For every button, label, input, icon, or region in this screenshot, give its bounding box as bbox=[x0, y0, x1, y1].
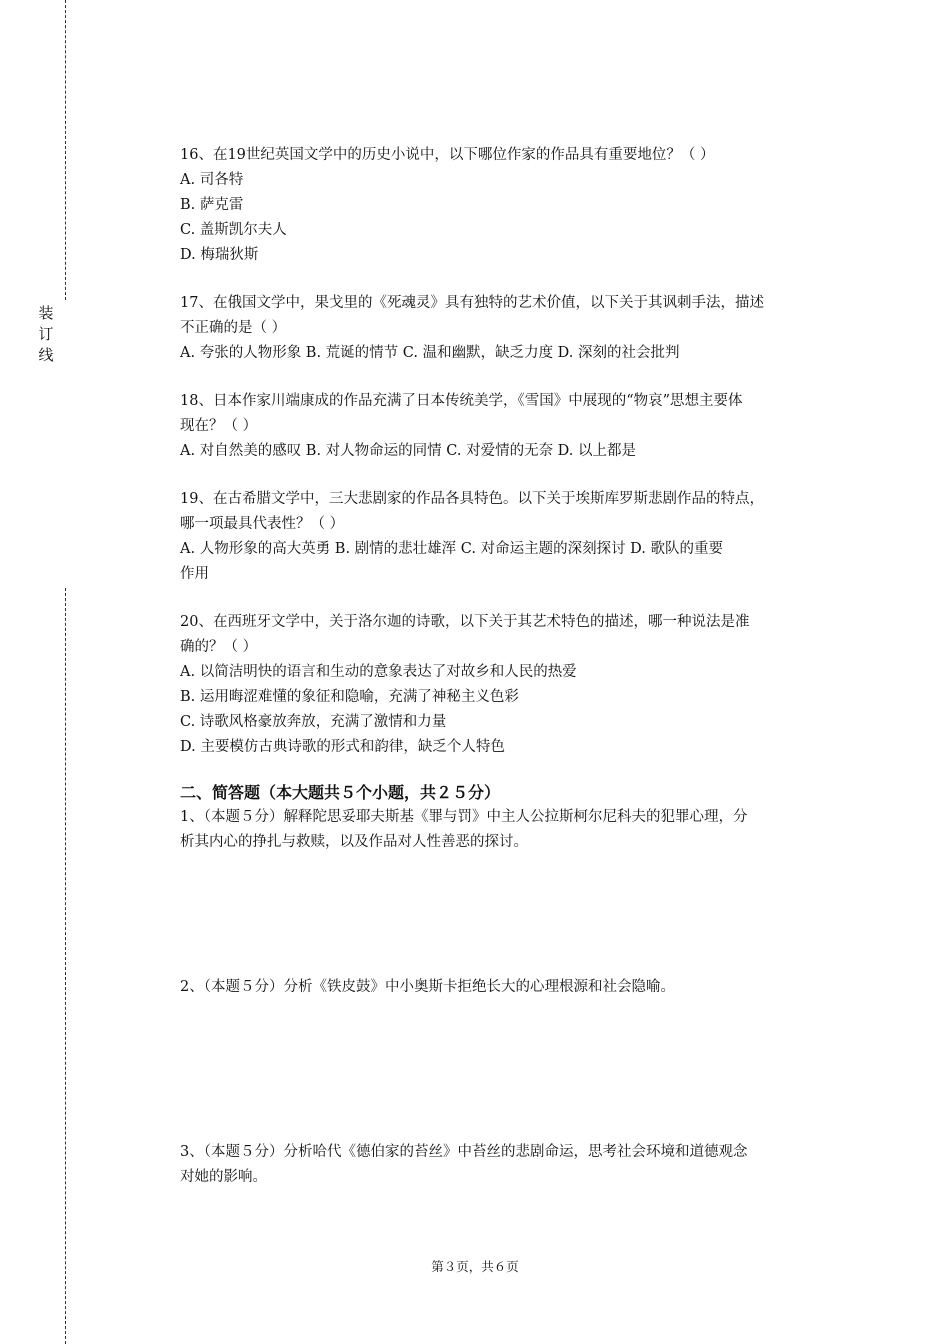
page-content bbox=[180, 143, 850, 1190]
question-19 bbox=[180, 487, 850, 587]
option-c: C. 盖斯凯尔夫人 bbox=[180, 222, 287, 238]
short-answer-text: 2、（本题５分）分析《铁皮鼓》中小奥斯卡拒绝长大的心理根源和社会隐喻。 bbox=[180, 979, 675, 995]
question-17 bbox=[180, 291, 850, 366]
short-answer-text: 对她的影响。 bbox=[180, 1169, 267, 1185]
option-c: C. 诗歌风格豪放奔放，充满了激情和力量 bbox=[180, 714, 447, 730]
question-stem: 确的？（ ） bbox=[180, 639, 258, 655]
question-18 bbox=[180, 389, 850, 464]
short-answer-3 bbox=[180, 1140, 850, 1190]
option-b: B. 萨克雷 bbox=[180, 197, 244, 213]
question-stem: 16、在19世纪英国文学中的历史小说中，以下哪位作家的作品具有重要地位？（ ） bbox=[180, 147, 715, 163]
short-answer-text: 1、（本题５分）解释陀思妥耶夫斯基《罪与罚》中主人公拉斯柯尔尼科夫的犯罪心理，分 bbox=[180, 809, 748, 825]
short-answer-2 bbox=[180, 975, 850, 1140]
options-line: A. 夸张的人物形象 B. 荒诞的情节 C. 温和幽默，缺乏力度 D. 深刻的社会批判 bbox=[180, 345, 680, 361]
option-d: D. 梅瑞狄斯 bbox=[180, 247, 259, 263]
binding-dashed-line-bottom bbox=[65, 588, 66, 1344]
page-number: 第３页，共６页 bbox=[431, 1259, 519, 1274]
section-title: 二、简答题（本大题共５个小题，共２５分） bbox=[180, 783, 501, 802]
question-stem: 不正确的是（ ） bbox=[180, 320, 287, 336]
option-d: D. 主要模仿古典诗歌的形式和韵律，缺乏个人特色 bbox=[180, 739, 505, 755]
short-answer-text: 3、（本题５分）分析哈代《德伯家的苔丝》中苔丝的悲剧命运，思考社会环境和道德观念 bbox=[180, 1144, 748, 1160]
options-line: A. 人物形象的高大英勇 B. 剧情的悲壮雄浑 C. 对命运主题的深刻探讨 D. 歌队的重要 bbox=[180, 541, 724, 557]
question-stem: 17、在俄国文学中，果戈里的《死魂灵》具有独特的艺术价值，以下关于其讽刺手法，描述 bbox=[180, 295, 764, 311]
option-b: B. 运用晦涩难懂的象征和隐喻，充满了神秘主义色彩 bbox=[180, 689, 519, 705]
options-line: 作用 bbox=[180, 566, 209, 582]
question-stem: 现在？（ ） bbox=[180, 418, 258, 434]
short-answer-1 bbox=[180, 805, 850, 975]
question-stem: 20、在西班牙文学中，关于洛尔迦的诗歌，以下关于其艺术特色的描述，哪一种说法是准 bbox=[180, 614, 750, 630]
question-16 bbox=[180, 143, 850, 268]
question-stem: 18、日本作家川端康成的作品充满了日本传统美学，《雪国》中展现的“物哀”思想主要体 bbox=[180, 393, 743, 409]
binding-line-label: 装订线 bbox=[38, 304, 54, 364]
short-answer-text: 析其内心的挣扎与救赎，以及作品对人性善恶的探讨。 bbox=[180, 834, 528, 850]
binding-dashed-line-top bbox=[65, 0, 66, 300]
question-stem: 19、在古希腊文学中，三大悲剧家的作品各具特色。以下关于埃斯库罗斯悲剧作品的特点， bbox=[180, 491, 764, 507]
option-a: A. 司各特 bbox=[180, 172, 244, 188]
question-stem: 哪一项最具代表性？（ ） bbox=[180, 516, 345, 532]
options-line: A. 对自然美的感叹 B. 对人物命运的同情 C. 对爱情的无奈 D. 以上都是 bbox=[180, 443, 637, 459]
question-20 bbox=[180, 610, 850, 760]
option-a: A. 以简洁明快的语言和生动的意象表达了对故乡和人民的热爱 bbox=[180, 664, 577, 680]
